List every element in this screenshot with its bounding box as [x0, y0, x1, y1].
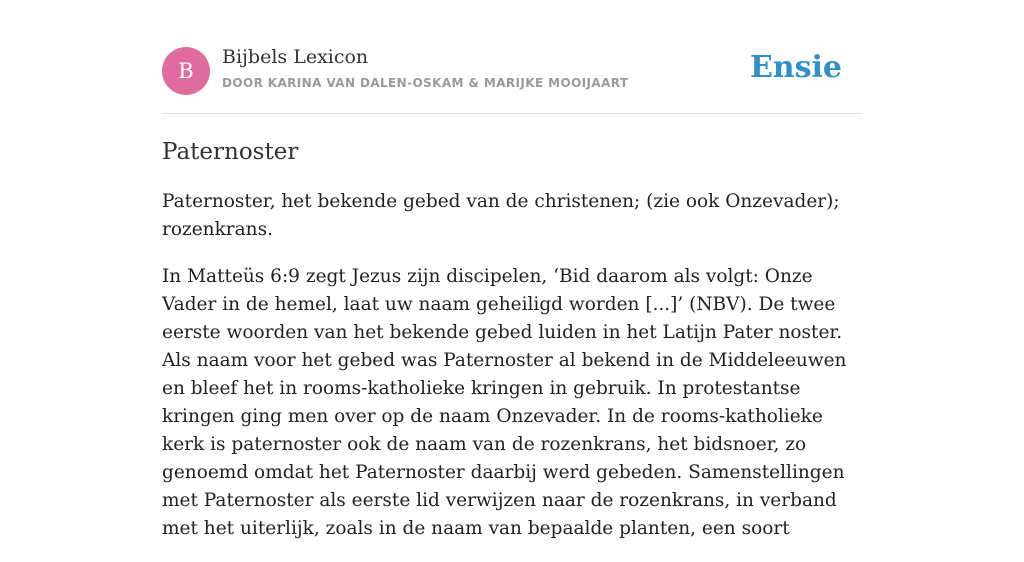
book-title-link[interactable]: Bijbels Lexicon — [222, 46, 369, 68]
header — [162, 46, 862, 96]
article-paragraph: In Matteüs 6:9 zegt Jezus zijn discipelen, ‘Bid daarom als volgt: Onze Vader in de hemel, laat uw naam geheiligd worden [...]’ (NBV). De twee eerste woorden van het bekende gebed luiden in het Latijn Pater noster. Als naam voor het gebed was Paternoster al bekend in de Middeleeuwen en bleef het in rooms-katholieke kringen in gebruik. In protestantse kringen ging men over op de naam Onzevader. In de rooms-katholieke kerk is paternoster ook de naam van de rozenkrans, het bidsnoer, zo genoemd omdat het Paternoster daarbij werd gebeden. Samenstellingen met Paternoster als eerste lid verwijzen naar de rozenkrans, in verband met het uiterlijk, zoals in de naam van bepaalde planten, een soort — [162, 266, 847, 539]
article — [162, 136, 862, 562]
avatar[interactable]: B — [162, 47, 210, 95]
article-paragraph: Paternoster, het bekende gebed van de christenen; (zie ook Onzevader); rozenkrans. — [162, 191, 840, 240]
brand-logo[interactable]: Ensie — [749, 50, 842, 85]
page-title: Paternoster — [162, 139, 299, 165]
authors-byline: DOOR KARINA VAN DALEN-OSKAM & MARIJKE MOOIJAART — [222, 76, 629, 90]
header-divider — [162, 113, 862, 114]
